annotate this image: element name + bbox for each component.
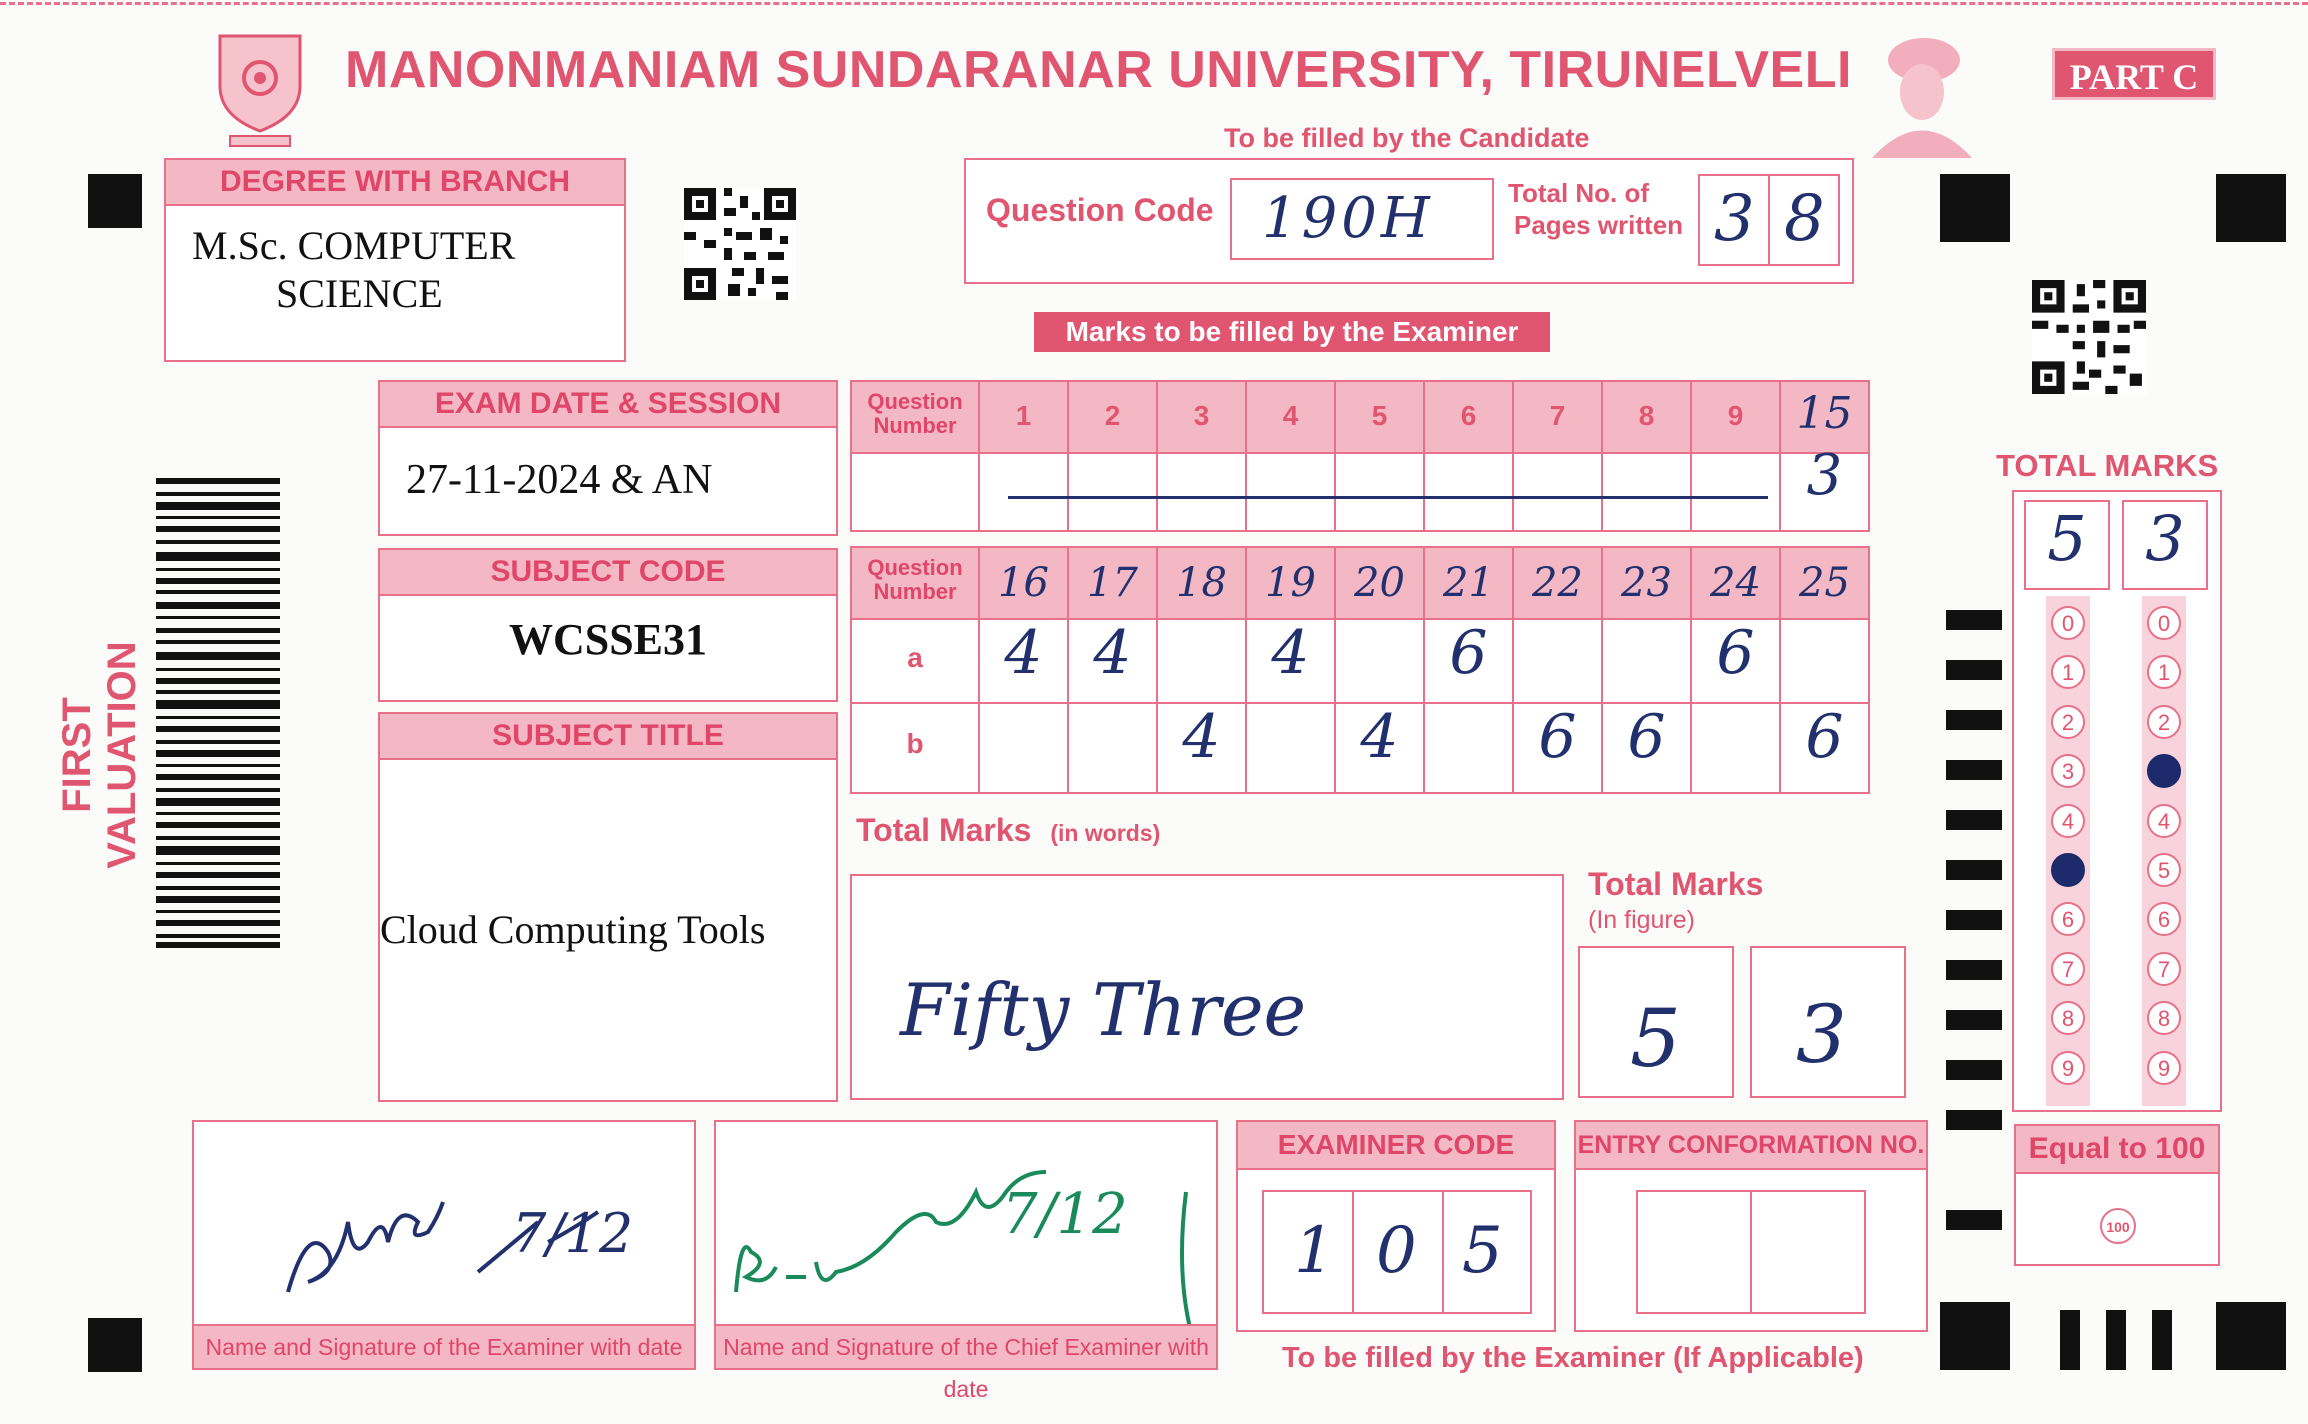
subject-code-value: WCSSE31 <box>508 615 708 664</box>
mark-bubble[interactable]: 6 <box>2147 902 2181 936</box>
part-a-qn-label2: Number <box>873 413 957 438</box>
part-b-qn: 18 <box>1176 560 1227 606</box>
alignment-mark <box>2216 1302 2286 1370</box>
part-a-last-mark: 3 <box>1806 443 1843 508</box>
examiner-signature-date: 7/12 <box>512 1202 634 1265</box>
part-a-grid <box>850 380 1870 532</box>
total-words-title: Total Marks <box>856 812 1032 848</box>
total-figure-digit2-box <box>1750 946 1906 1098</box>
chief-signature-box <box>714 1120 1218 1402</box>
degree-line1: M.Sc. COMPUTER <box>192 223 516 268</box>
mark-bubble[interactable]: 0 <box>2051 606 2085 640</box>
subject-title-label: SUBJECT TITLE <box>378 712 838 760</box>
mark-bubble[interactable]: 3 <box>2147 754 2181 788</box>
part-a-qn: 2 <box>1104 400 1121 431</box>
part-b-a-mark: 4 <box>1004 618 1043 688</box>
total-marks-col-digit1: 5 <box>2047 502 2087 575</box>
qr-code-icon <box>2032 280 2146 394</box>
part-b-qn: 24 <box>1710 560 1761 606</box>
bubble-100-label: 100 <box>2106 1219 2130 1235</box>
entry-field-2[interactable] <box>1750 1190 1866 1314</box>
part-a-qn: 1 <box>1015 400 1032 431</box>
part-a-qn: 3 <box>1193 400 1210 431</box>
pages-label2: Pages written <box>1514 210 1684 240</box>
mark-bubble[interactable]: 3 <box>2051 754 2085 788</box>
subject-code-box <box>378 548 838 702</box>
alignment-mark <box>2060 1310 2080 1370</box>
total-words-label <box>856 812 1160 849</box>
part-b-b-mark: 6 <box>1805 702 1844 772</box>
examiner-signature-box <box>192 1120 696 1370</box>
exam-date-value: 27-11-2024 & AN <box>406 457 713 503</box>
part-a-qn: 6 <box>1460 400 1477 431</box>
part-b-qn: 19 <box>1265 560 1316 606</box>
mark-bubble[interactable]: 2 <box>2051 705 2085 739</box>
part-b-a-mark <box>1336 618 1423 702</box>
examiner-signature-caption: Name and Signature of the Examiner with date <box>192 1324 696 1370</box>
subject-title-box <box>378 712 838 1102</box>
equal-100-label: Equal to 100 <box>2014 1124 2220 1174</box>
mark-bubble[interactable]: 7 <box>2147 952 2181 986</box>
total-figure-digit2: 3 <box>1796 988 1847 1081</box>
bubble-column-units <box>2147 606 2181 1106</box>
question-code-label: Question Code <box>986 192 1214 228</box>
part-b-qn: 21 <box>1443 560 1494 606</box>
total-figure-label: Total Marks <box>1588 866 1764 902</box>
subject-code-label: SUBJECT CODE <box>378 548 838 596</box>
university-crest-icon <box>210 28 310 148</box>
part-b-qn-label1: Question <box>867 555 963 580</box>
part-b-b-mark: 6 <box>1627 702 1666 772</box>
part-a-qn: 7 <box>1549 400 1566 431</box>
mark-bubble[interactable]: 2 <box>2147 705 2181 739</box>
part-b-qn: 16 <box>998 560 1049 606</box>
part-a-qn: 9 <box>1727 400 1744 431</box>
mark-bubble[interactable]: 8 <box>2051 1001 2085 1035</box>
qr-code-icon <box>684 188 796 300</box>
part-b-qn: 20 <box>1354 560 1405 606</box>
degree-line2: SCIENCE <box>276 271 443 316</box>
part-b-grid <box>850 546 1870 794</box>
exam-date-box <box>378 380 838 536</box>
alignment-mark <box>88 174 142 228</box>
alignment-mark <box>1940 174 2010 242</box>
part-b-a-mark: 4 <box>1271 618 1310 688</box>
part-a-qn: 5 <box>1371 400 1388 431</box>
part-b-qn: 22 <box>1532 560 1583 606</box>
part-badge: PART C <box>2052 48 2216 100</box>
part-b-qn: 23 <box>1621 560 1672 606</box>
mark-bubble[interactable]: 6 <box>2051 902 2085 936</box>
question-code-box <box>964 158 1854 284</box>
mark-bubble[interactable]: 5 <box>2147 853 2181 887</box>
pages-digit1: 3 <box>1714 182 1755 256</box>
side-label: FIRST VALUATION <box>55 641 144 869</box>
footer-note: To be filled by the Examiner (If Applicable) <box>1282 1342 1864 1374</box>
part-b-b-mark: 6 <box>1538 702 1577 772</box>
part-b-a-mark <box>1158 618 1245 702</box>
equal-100-box <box>2014 1124 2220 1266</box>
mark-bubble[interactable]: 5 <box>2051 853 2085 887</box>
top-dashed-border <box>0 2 2308 5</box>
part-b-a-mark <box>1514 618 1601 702</box>
alignment-mark <box>1940 1302 2010 1370</box>
university-title: MANONMANIAM SUNDARANAR UNIVERSITY, TIRUNELVELI <box>345 41 1852 99</box>
alignment-mark <box>2152 1310 2172 1370</box>
total-marks-col-digit2: 3 <box>2145 502 2185 575</box>
degree-box <box>164 158 626 362</box>
examiner-code-digit: 1 <box>1294 1214 1335 1288</box>
total-words-box <box>850 874 1564 1100</box>
part-a-qn: 8 <box>1638 400 1655 431</box>
total-figure-digit1: 5 <box>1630 992 1681 1085</box>
total-marks-col-label: TOTAL MARKS <box>1996 448 2219 483</box>
mark-bubble[interactable]: 7 <box>2051 952 2085 986</box>
examiner-code-label: EXAMINER CODE <box>1236 1120 1556 1170</box>
exam-date-label: EXAM DATE & SESSION <box>378 380 838 428</box>
bubble-column-tens <box>2051 606 2085 1106</box>
entry-field-1[interactable] <box>1636 1190 1752 1314</box>
alignment-mark <box>2106 1310 2126 1370</box>
chief-signature-date: 7/12 <box>1002 1182 1128 1247</box>
mark-bubble[interactable]: 8 <box>2147 1001 2181 1035</box>
row-b-label: b <box>906 728 924 759</box>
alignment-mark <box>2216 174 2286 242</box>
timing-marks <box>1946 610 2002 1240</box>
examiner-code-digit: 0 <box>1376 1214 1417 1288</box>
question-code-field <box>1230 178 1494 260</box>
chief-signature-caption: Name and Signature of the Chief Examiner with date <box>714 1324 1218 1370</box>
entry-label: ENTRY CONFORMATION NO. <box>1574 1120 1928 1170</box>
pages-digit2: 8 <box>1784 182 1825 256</box>
entry-box <box>1574 1120 1928 1332</box>
subject-title-value: Cloud Computing Tools <box>380 907 766 952</box>
chief-signature-image <box>716 1092 1216 1342</box>
portrait-image <box>1862 30 1982 158</box>
total-figure-digit1-box <box>1578 946 1734 1098</box>
barcode-image <box>156 478 280 948</box>
mark-bubble[interactable]: 1 <box>2147 655 2181 689</box>
part-b-qn: 25 <box>1799 560 1850 606</box>
total-words-value: Fifty Three <box>900 968 1307 1052</box>
mark-bubble[interactable]: 1 <box>2051 655 2085 689</box>
alignment-mark <box>88 1318 142 1372</box>
part-b-b-mark: 4 <box>1360 702 1399 772</box>
part-a-qn-handwritten: 15 <box>1796 388 1853 439</box>
pages-field <box>1698 174 1840 266</box>
dash-line <box>1008 496 1768 499</box>
part-b-a-mark <box>1603 618 1690 702</box>
part-a-qn-label1: Question <box>867 389 963 414</box>
examiner-banner: Marks to be filled by the Examiner <box>1034 312 1550 352</box>
mark-bubble[interactable]: 9 <box>2147 1051 2181 1085</box>
mark-bubble[interactable]: 9 <box>2051 1051 2085 1085</box>
examiner-code-digit: 5 <box>1462 1214 1503 1288</box>
mark-bubble[interactable]: 0 <box>2147 606 2181 640</box>
examiner-code-box <box>1236 1120 1556 1332</box>
total-figure-sub: (In figure) <box>1588 906 1695 934</box>
pages-label1: Total No. of <box>1508 178 1650 208</box>
degree-label: DEGREE WITH BRANCH <box>164 158 626 206</box>
total-marks-col-box <box>2012 490 2222 1112</box>
part-a-qn: 4 <box>1282 400 1299 431</box>
part-b-qn: 17 <box>1087 560 1138 606</box>
candidate-note: To be filled by the Candidate <box>1224 123 1590 153</box>
row-a-label: a <box>907 642 923 673</box>
mark-bubble[interactable]: 4 <box>2147 804 2181 838</box>
part-b-b-mark: 4 <box>1182 702 1221 772</box>
part-b-a-mark <box>1781 618 1868 702</box>
part-b-a-mark: 6 <box>1449 618 1488 688</box>
part-b-qn-label2: Number <box>873 579 957 604</box>
part-b-a-mark: 4 <box>1093 618 1132 688</box>
mark-bubble[interactable]: 4 <box>2051 804 2085 838</box>
bubble-100[interactable] <box>2100 1208 2136 1244</box>
question-code-value: 190H <box>1262 186 1434 251</box>
part-b-a-mark: 6 <box>1716 618 1755 688</box>
total-words-sub: (in words) <box>1050 820 1161 846</box>
